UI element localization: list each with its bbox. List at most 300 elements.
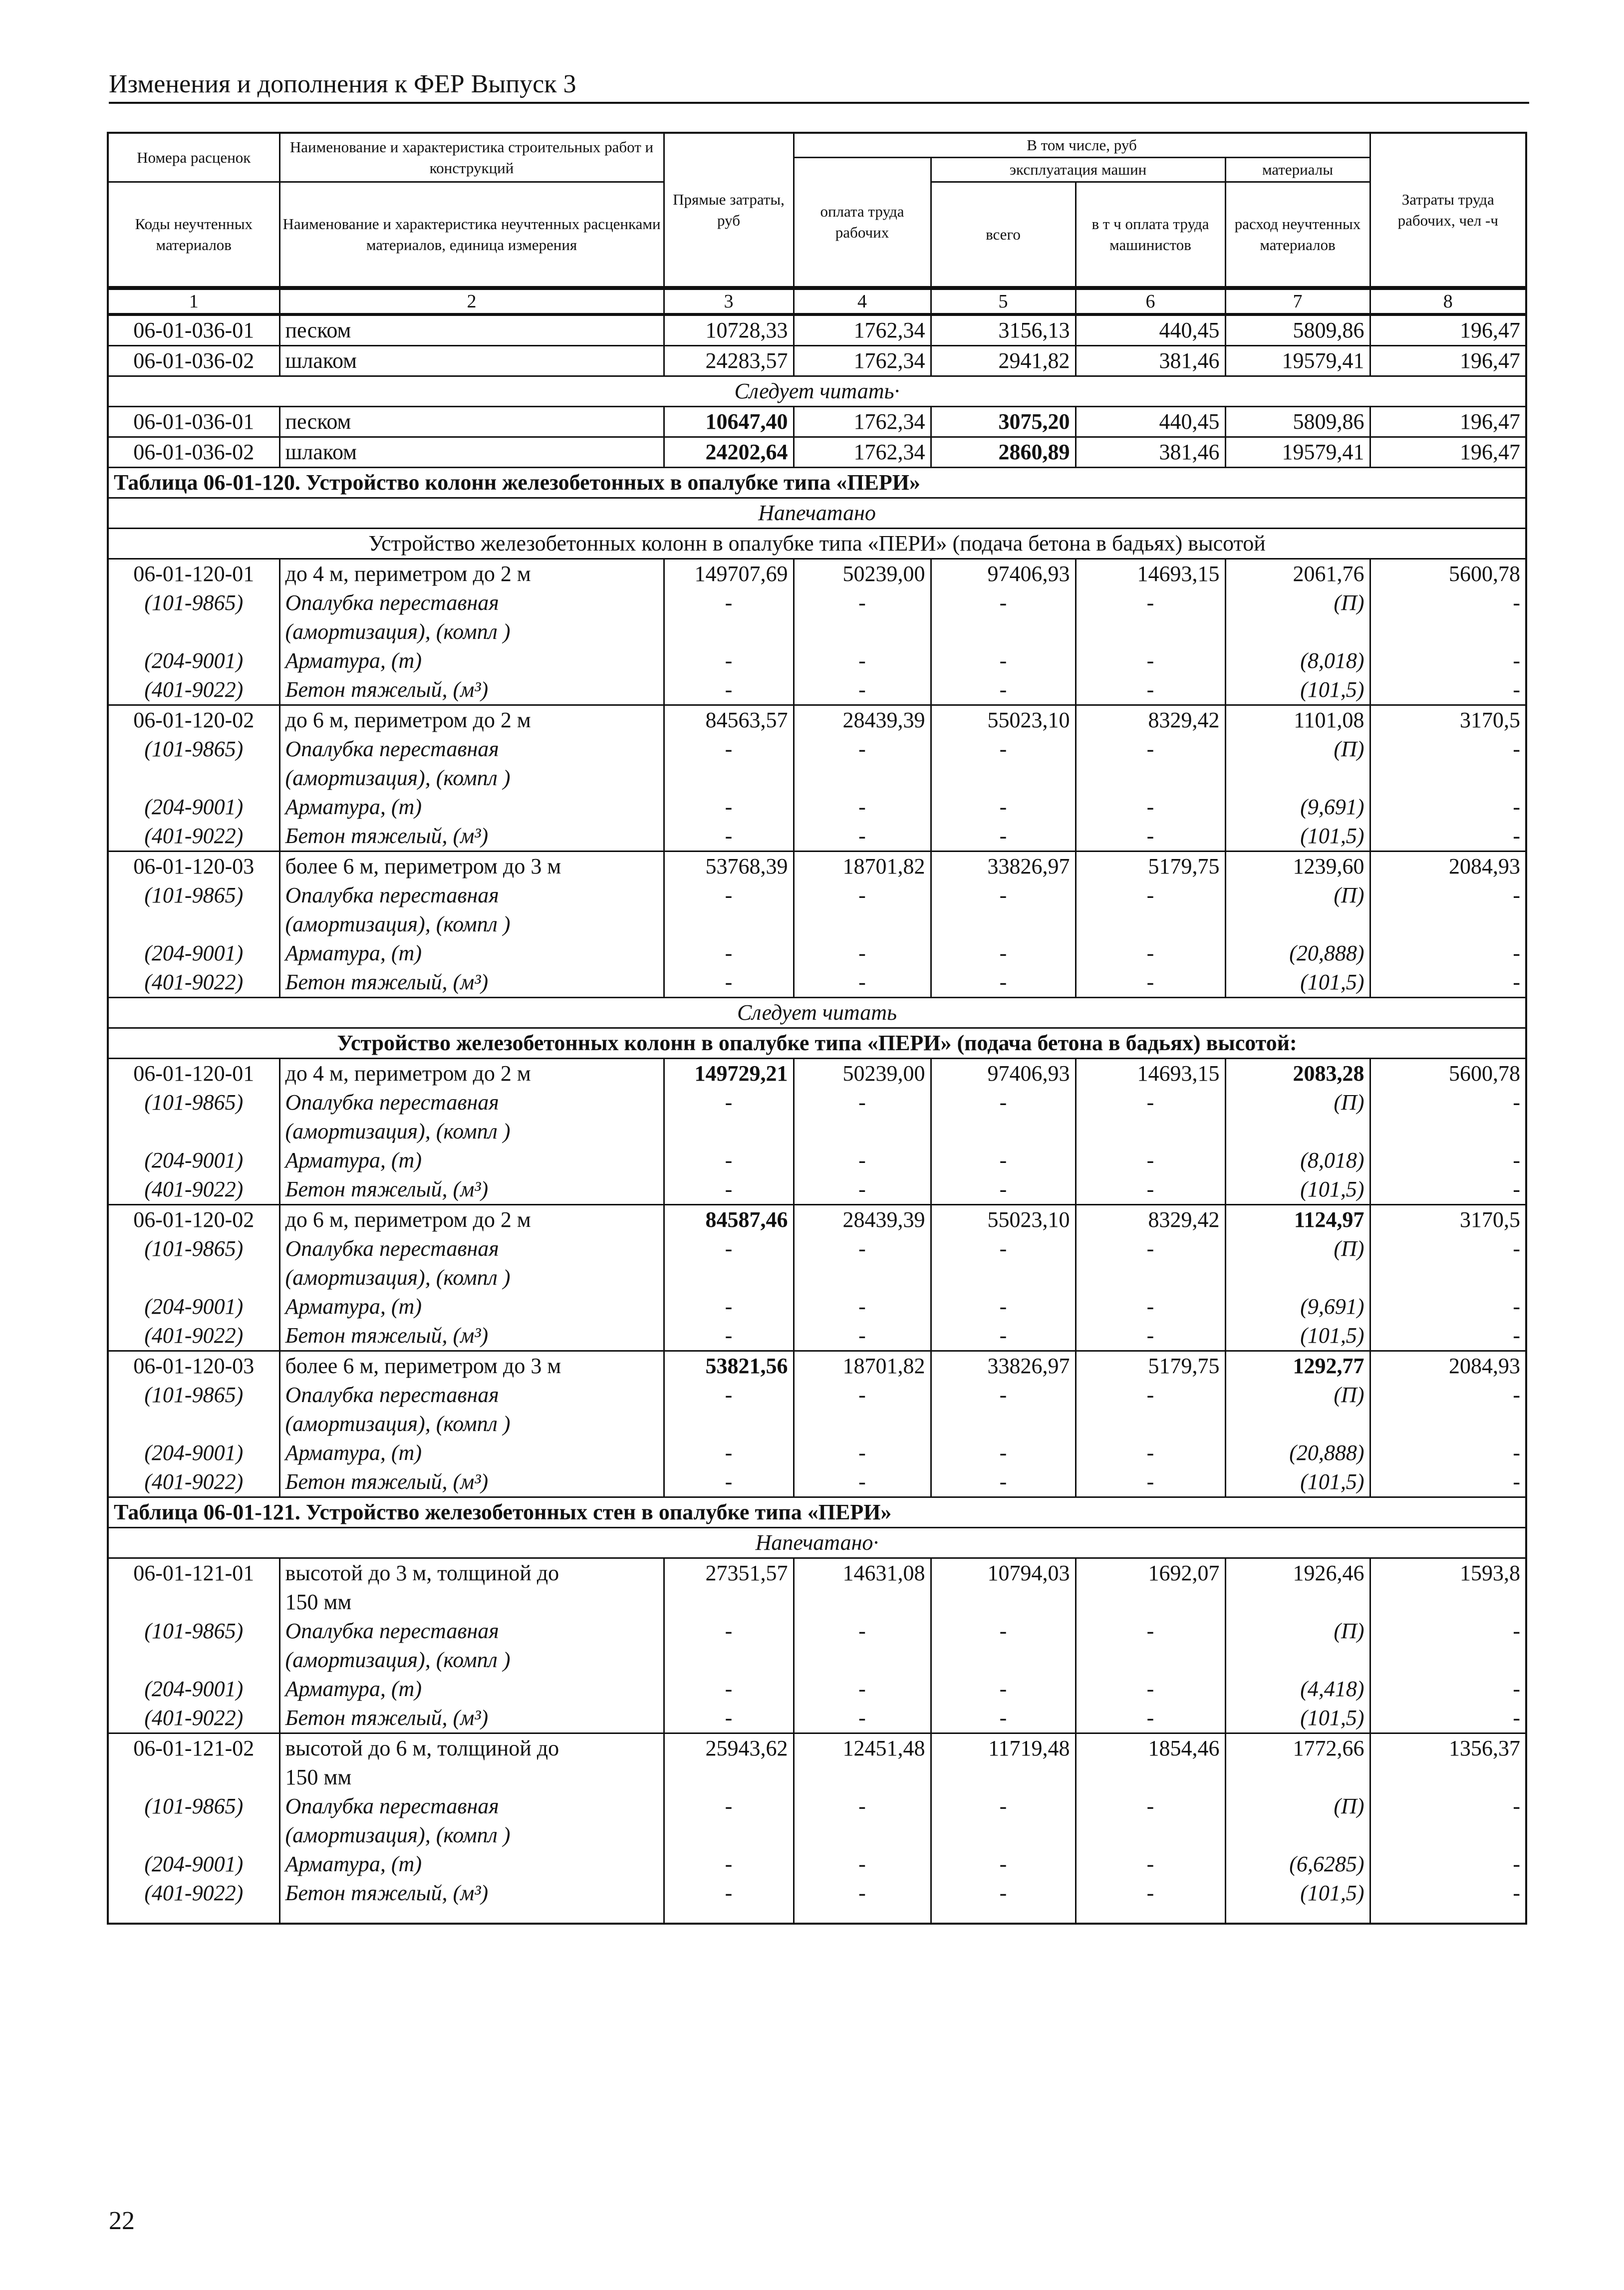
header-c2b: Наименование и характеристика неучтенных расценками материалов, единица измерения bbox=[279, 182, 664, 287]
empty-cell bbox=[794, 1263, 931, 1292]
dash-cell: - bbox=[1370, 646, 1525, 675]
work-name: 150 мм bbox=[279, 1588, 664, 1617]
work-name: 150 мм bbox=[279, 1763, 664, 1792]
material-code: (204-9001) bbox=[144, 1852, 244, 1876]
value-cell: 196,47 bbox=[1370, 315, 1525, 346]
material-value: (П) bbox=[1225, 1381, 1370, 1410]
material-row bbox=[109, 1175, 1525, 1205]
dash-cell: - bbox=[1076, 588, 1225, 617]
dash-cell: - bbox=[931, 1704, 1076, 1733]
material-name: Бетон тяжелый, (м³) bbox=[279, 822, 664, 852]
dash-cell: - bbox=[1370, 1467, 1525, 1497]
empty-cell bbox=[109, 1763, 279, 1792]
empty-cell bbox=[1076, 1410, 1225, 1438]
dash-cell: - bbox=[1370, 588, 1525, 617]
table-row bbox=[109, 1351, 1525, 1381]
material-value: (9,691) bbox=[1225, 793, 1370, 822]
dash-cell: - bbox=[1076, 1617, 1225, 1646]
empty-cell bbox=[1225, 1263, 1370, 1292]
value-cell: 84587,46 bbox=[664, 1205, 794, 1235]
empty-cell bbox=[794, 1117, 931, 1146]
dash-cell: - bbox=[931, 1438, 1076, 1467]
dash-cell: - bbox=[931, 1088, 1076, 1117]
table-title: Таблица 06-01-120. Устройство колонн железобетонных в опалубке типа «ПЕРИ» bbox=[109, 468, 1525, 498]
work-name: до 4 м, периметром до 2 м bbox=[279, 559, 664, 589]
dash-cell: - bbox=[664, 1234, 794, 1263]
material-name: Опалубка переставная bbox=[279, 881, 664, 910]
dash-cell: - bbox=[1370, 735, 1525, 764]
material-value: (101,5) bbox=[1225, 822, 1370, 852]
empty-cell bbox=[1370, 1588, 1525, 1617]
col-number: 1 bbox=[109, 289, 279, 314]
work-name: высотой до 3 м, толщиной до bbox=[279, 1558, 664, 1588]
dash-cell: - bbox=[794, 735, 931, 764]
dash-cell: - bbox=[1076, 1146, 1225, 1175]
material-value: (101,5) bbox=[1225, 1704, 1370, 1733]
dash-cell: - bbox=[1076, 1704, 1225, 1733]
table-row bbox=[109, 407, 1525, 437]
dash-cell: - bbox=[794, 822, 931, 852]
material-code: (204-9001) bbox=[144, 1148, 244, 1172]
empty-cell bbox=[1225, 1763, 1370, 1792]
rate-code: 06-01-121-02 bbox=[109, 1733, 279, 1763]
dash-cell: - bbox=[664, 968, 794, 998]
material-name: (амортизация), (компл ) bbox=[279, 1821, 664, 1850]
empty-cell bbox=[794, 1588, 931, 1617]
dash-cell: - bbox=[794, 1792, 931, 1821]
value-cell: 8329,42 bbox=[1076, 705, 1225, 735]
dash-cell: - bbox=[931, 1675, 1076, 1704]
empty-cell bbox=[664, 1588, 794, 1617]
header-c6: в т ч оплата труда машинистов bbox=[1076, 182, 1225, 287]
empty-cell bbox=[931, 1646, 1076, 1675]
section-label-row bbox=[109, 998, 1525, 1028]
material-row bbox=[109, 968, 1525, 998]
dash-cell: - bbox=[931, 1234, 1076, 1263]
dash-cell: - bbox=[931, 1792, 1076, 1821]
empty-cell bbox=[664, 1821, 794, 1850]
value-cell: 27351,57 bbox=[664, 1558, 794, 1588]
rate-code: 06-01-036-01 bbox=[109, 407, 279, 437]
value-cell: 11719,48 bbox=[931, 1733, 1076, 1763]
col-number: 4 bbox=[794, 289, 931, 314]
dash-cell: - bbox=[794, 1146, 931, 1175]
empty-cell bbox=[794, 764, 931, 793]
value-cell: 97406,93 bbox=[931, 559, 1076, 589]
material-code: (401-9022) bbox=[144, 1881, 244, 1905]
value-cell: 3170,5 bbox=[1370, 1205, 1525, 1235]
material-name: Бетон тяжелый, (м³) bbox=[279, 1704, 664, 1733]
value-cell: 5600,78 bbox=[1370, 1059, 1525, 1089]
dash-cell: - bbox=[931, 1617, 1076, 1646]
empty-cell bbox=[1370, 1410, 1525, 1438]
material-name: Бетон тяжелый, (м³) bbox=[279, 1879, 664, 1908]
subheading-row bbox=[109, 1028, 1525, 1059]
table-row bbox=[109, 705, 1525, 735]
dash-cell: - bbox=[1370, 1879, 1525, 1908]
rate-code: 06-01-036-01 bbox=[109, 315, 279, 346]
dash-cell: - bbox=[1076, 1175, 1225, 1205]
dash-cell: - bbox=[931, 1292, 1076, 1321]
section-label: Напечатано bbox=[109, 498, 1525, 529]
subheading: Устройство железобетонных колонн в опалубке типа «ПЕРИ» (подача бетона в бадьях) высотой bbox=[109, 529, 1525, 559]
empty-cell bbox=[664, 1646, 794, 1675]
material-name: Арматура, (т) bbox=[279, 793, 664, 822]
dash-cell: - bbox=[1370, 1381, 1525, 1410]
empty-cell bbox=[931, 1410, 1076, 1438]
material-code: (101-9865) bbox=[144, 590, 244, 615]
value-cell: 1593,8 bbox=[1370, 1558, 1525, 1588]
value-cell: 19579,41 bbox=[1225, 346, 1370, 376]
material-value: (П) bbox=[1225, 1792, 1370, 1821]
material-row bbox=[109, 1088, 1525, 1117]
empty-cell bbox=[1225, 1410, 1370, 1438]
material-row bbox=[109, 646, 1525, 675]
material-row bbox=[109, 1321, 1525, 1351]
value-cell: 2084,93 bbox=[1370, 1351, 1525, 1381]
dash-cell: - bbox=[931, 675, 1076, 705]
value-cell: 14693,15 bbox=[1076, 559, 1225, 589]
value-cell: 33826,97 bbox=[931, 1351, 1076, 1381]
rate-code: 06-01-120-01 bbox=[109, 559, 279, 589]
dash-cell: - bbox=[664, 1381, 794, 1410]
material-name: Бетон тяжелый, (м³) bbox=[279, 1175, 664, 1205]
value-cell: 3156,13 bbox=[931, 315, 1076, 346]
dash-cell: - bbox=[931, 1381, 1076, 1410]
dash-cell: - bbox=[1370, 822, 1525, 852]
col-number: 6 bbox=[1076, 289, 1225, 314]
header-machines: эксплуатация машин bbox=[931, 158, 1225, 182]
value-cell: 53768,39 bbox=[664, 852, 794, 881]
dash-cell: - bbox=[794, 1850, 931, 1879]
dash-cell: - bbox=[664, 881, 794, 910]
dash-cell: - bbox=[664, 822, 794, 852]
material-code: (101-9865) bbox=[144, 737, 244, 761]
col-number: 8 bbox=[1370, 289, 1525, 314]
subheading-row bbox=[109, 529, 1525, 559]
value-cell: 2860,89 bbox=[931, 437, 1076, 468]
material-value: (101,5) bbox=[1225, 1879, 1370, 1908]
value-cell: 33826,97 bbox=[931, 852, 1076, 881]
material-code: (204-9001) bbox=[144, 1440, 244, 1465]
material-value: (П) bbox=[1225, 881, 1370, 910]
material-value: (8,018) bbox=[1225, 1146, 1370, 1175]
material-name: (амортизация), (компл ) bbox=[279, 910, 664, 939]
value-cell: 1762,34 bbox=[794, 315, 931, 346]
value-cell: 5179,75 bbox=[1076, 852, 1225, 881]
value-cell: 1292,77 bbox=[1225, 1351, 1370, 1381]
header-c1b: Коды неучтенных материалов bbox=[109, 182, 279, 287]
value-cell: 18701,82 bbox=[794, 852, 931, 881]
dash-cell: - bbox=[794, 646, 931, 675]
material-name: Арматура, (т) bbox=[279, 1675, 664, 1704]
material-name: (амортизация), (компл ) bbox=[279, 617, 664, 646]
table-row bbox=[109, 346, 1525, 376]
empty-cell bbox=[109, 1908, 279, 1923]
dash-cell: - bbox=[931, 1321, 1076, 1351]
rate-code: 06-01-120-03 bbox=[109, 1351, 279, 1381]
dash-cell: - bbox=[1076, 646, 1225, 675]
rate-code: 06-01-120-01 bbox=[109, 1059, 279, 1089]
material-name: Опалубка переставная bbox=[279, 1088, 664, 1117]
empty-cell bbox=[931, 617, 1076, 646]
section-label: Следует читать· bbox=[109, 376, 1525, 407]
empty-cell bbox=[1076, 1908, 1225, 1923]
dash-cell: - bbox=[1370, 1675, 1525, 1704]
material-name: Арматура, (т) bbox=[279, 1292, 664, 1321]
dash-cell: - bbox=[931, 1467, 1076, 1497]
value-cell: 1356,37 bbox=[1370, 1733, 1525, 1763]
material-name: (амортизация), (компл ) bbox=[279, 1410, 664, 1438]
empty-cell bbox=[664, 1763, 794, 1792]
material-row bbox=[109, 735, 1525, 764]
empty-cell bbox=[109, 1117, 279, 1146]
dash-cell: - bbox=[664, 1617, 794, 1646]
dash-cell: - bbox=[794, 1292, 931, 1321]
header-c5: всего bbox=[931, 182, 1076, 287]
empty-cell bbox=[664, 910, 794, 939]
dash-cell: - bbox=[931, 588, 1076, 617]
dash-cell: - bbox=[1076, 1438, 1225, 1467]
dash-cell: - bbox=[664, 1321, 794, 1351]
rate-code: 06-01-121-01 bbox=[109, 1558, 279, 1588]
col-number: 7 bbox=[1225, 289, 1370, 314]
material-name: Опалубка переставная bbox=[279, 1792, 664, 1821]
dash-cell: - bbox=[1370, 1321, 1525, 1351]
material-row bbox=[109, 1381, 1525, 1410]
empty-cell bbox=[794, 617, 931, 646]
header-materials: материалы bbox=[1225, 158, 1370, 182]
dash-cell: - bbox=[664, 1438, 794, 1467]
value-cell: 14631,08 bbox=[794, 1558, 931, 1588]
value-cell: 1772,66 bbox=[1225, 1733, 1370, 1763]
dash-cell: - bbox=[1076, 881, 1225, 910]
material-name: Бетон тяжелый, (м³) bbox=[279, 675, 664, 705]
dash-cell: - bbox=[1076, 1088, 1225, 1117]
material-code: (204-9001) bbox=[144, 941, 244, 965]
dash-cell: - bbox=[1370, 881, 1525, 910]
table-row bbox=[109, 1059, 1525, 1089]
table-title: Таблица 06-01-121. Устройство железобетонных стен в опалубке типа «ПЕРИ» bbox=[109, 1497, 1525, 1528]
material-name: Опалубка переставная bbox=[279, 588, 664, 617]
material-row bbox=[109, 1410, 1525, 1438]
material-row bbox=[109, 1234, 1525, 1263]
empty-cell bbox=[794, 1908, 931, 1923]
empty-cell bbox=[109, 1588, 279, 1617]
table-row bbox=[109, 1558, 1525, 1588]
empty-cell bbox=[664, 617, 794, 646]
empty-cell bbox=[794, 1410, 931, 1438]
dash-cell: - bbox=[794, 1321, 931, 1351]
dash-cell: - bbox=[664, 646, 794, 675]
material-name: Опалубка переставная bbox=[279, 1234, 664, 1263]
dash-cell: - bbox=[794, 1381, 931, 1410]
section-label: Напечатано· bbox=[109, 1528, 1525, 1558]
work-name: высотой до 6 м, толщиной до bbox=[279, 1733, 664, 1763]
header-c1a: Номера расценок bbox=[109, 134, 279, 182]
value-cell: 10794,03 bbox=[931, 1558, 1076, 1588]
dash-cell: - bbox=[931, 735, 1076, 764]
dash-cell: - bbox=[1076, 1467, 1225, 1497]
material-row bbox=[109, 1792, 1525, 1821]
material-row bbox=[109, 1879, 1525, 1908]
dash-cell: - bbox=[664, 1146, 794, 1175]
value-cell: 1762,34 bbox=[794, 346, 931, 376]
value-cell: 1854,46 bbox=[1076, 1733, 1225, 1763]
dash-cell: - bbox=[931, 1850, 1076, 1879]
table-row-cont bbox=[109, 1763, 1525, 1792]
dash-cell: - bbox=[931, 1175, 1076, 1205]
empty-cell bbox=[931, 1908, 1076, 1923]
dash-cell: - bbox=[664, 675, 794, 705]
dash-cell: - bbox=[794, 1879, 931, 1908]
dash-cell: - bbox=[1076, 1321, 1225, 1351]
material-code: (204-9001) bbox=[144, 795, 244, 819]
value-cell: 14693,15 bbox=[1076, 1059, 1225, 1089]
empty-cell bbox=[794, 910, 931, 939]
dash-cell: - bbox=[794, 968, 931, 998]
material-row bbox=[109, 793, 1525, 822]
value-cell: 1239,60 bbox=[1225, 852, 1370, 881]
empty-cell bbox=[931, 1763, 1076, 1792]
dash-cell: - bbox=[1076, 939, 1225, 968]
material-row bbox=[109, 617, 1525, 646]
material-code: (401-9022) bbox=[144, 1323, 244, 1348]
material-row bbox=[109, 1646, 1525, 1675]
dash-cell: - bbox=[794, 1675, 931, 1704]
material-name: (амортизация), (компл ) bbox=[279, 1646, 664, 1675]
dash-cell: - bbox=[1076, 735, 1225, 764]
empty-cell bbox=[1076, 910, 1225, 939]
empty-cell bbox=[109, 617, 279, 646]
empty-cell bbox=[1370, 910, 1525, 939]
rate-code: 06-01-120-02 bbox=[109, 1205, 279, 1235]
dash-cell: - bbox=[1370, 1175, 1525, 1205]
dash-cell: - bbox=[931, 793, 1076, 822]
dash-cell: - bbox=[1370, 1146, 1525, 1175]
empty-cell bbox=[664, 1908, 794, 1923]
value-cell: 12451,48 bbox=[794, 1733, 931, 1763]
empty-cell bbox=[1225, 1908, 1370, 1923]
section-label: Следует читать bbox=[109, 998, 1525, 1028]
material-code: (401-9022) bbox=[144, 677, 244, 702]
value-cell: 2941,82 bbox=[931, 346, 1076, 376]
dash-cell: - bbox=[931, 1146, 1076, 1175]
value-cell: 55023,10 bbox=[931, 1205, 1076, 1235]
empty-cell bbox=[1076, 1117, 1225, 1146]
value-cell: 440,45 bbox=[1076, 407, 1225, 437]
rate-code: 06-01-120-02 bbox=[109, 705, 279, 735]
material-row bbox=[109, 881, 1525, 910]
value-cell: 18701,82 bbox=[794, 1351, 931, 1381]
material-value: (8,018) bbox=[1225, 646, 1370, 675]
page-number: 22 bbox=[109, 2207, 135, 2235]
material-value: (П) bbox=[1225, 1088, 1370, 1117]
material-value: (9,691) bbox=[1225, 1292, 1370, 1321]
value-cell: 381,46 bbox=[1076, 346, 1225, 376]
value-cell: 84563,57 bbox=[664, 705, 794, 735]
empty-cell bbox=[279, 1908, 664, 1923]
material-name: (амортизация), (компл ) bbox=[279, 1117, 664, 1146]
table-row bbox=[109, 852, 1525, 881]
material-row bbox=[109, 764, 1525, 793]
material-name: Бетон тяжелый, (м³) bbox=[279, 968, 664, 998]
rate-code: 06-01-036-02 bbox=[109, 437, 279, 468]
header-c8: Затраты труда рабочих, чел -ч bbox=[1370, 134, 1525, 287]
section-label-row bbox=[109, 1528, 1525, 1558]
col-number: 3 bbox=[664, 289, 794, 314]
dash-cell: - bbox=[664, 1704, 794, 1733]
value-cell: 5600,78 bbox=[1370, 559, 1525, 589]
empty-cell bbox=[664, 1117, 794, 1146]
value-cell: 2061,76 bbox=[1225, 559, 1370, 589]
value-cell: 196,47 bbox=[1370, 407, 1525, 437]
value-cell: 5809,86 bbox=[1225, 407, 1370, 437]
dash-cell: - bbox=[1370, 1088, 1525, 1117]
dash-cell: - bbox=[1076, 675, 1225, 705]
value-cell: 5809,86 bbox=[1225, 315, 1370, 346]
value-cell: 3170,5 bbox=[1370, 705, 1525, 735]
value-cell: 2083,28 bbox=[1225, 1059, 1370, 1089]
header-c3: Прямые затраты, руб bbox=[664, 134, 794, 287]
material-name: Арматура, (т) bbox=[279, 939, 664, 968]
material-code: (401-9022) bbox=[144, 1177, 244, 1201]
material-value: (101,5) bbox=[1225, 675, 1370, 705]
work-name: песком bbox=[279, 315, 664, 346]
material-code: (101-9865) bbox=[144, 1236, 244, 1261]
dash-cell: - bbox=[1370, 1850, 1525, 1879]
material-code: (401-9022) bbox=[144, 970, 244, 994]
work-name: шлаком bbox=[279, 346, 664, 376]
material-value: (П) bbox=[1225, 1234, 1370, 1263]
dash-cell: - bbox=[794, 675, 931, 705]
col-number: 2 bbox=[279, 289, 664, 314]
empty-cell bbox=[931, 910, 1076, 939]
empty-cell bbox=[1370, 617, 1525, 646]
value-cell: 1762,34 bbox=[794, 437, 931, 468]
empty-cell bbox=[931, 1117, 1076, 1146]
material-value: (101,5) bbox=[1225, 1321, 1370, 1351]
rate-code: 06-01-036-02 bbox=[109, 346, 279, 376]
table-title-row bbox=[109, 1497, 1525, 1528]
material-value: (6,6285) bbox=[1225, 1850, 1370, 1879]
dash-cell: - bbox=[664, 588, 794, 617]
dash-cell: - bbox=[664, 1467, 794, 1497]
material-value: (П) bbox=[1225, 588, 1370, 617]
material-row bbox=[109, 822, 1525, 852]
empty-cell bbox=[1370, 764, 1525, 793]
material-code: (101-9865) bbox=[144, 1794, 244, 1818]
material-value: (101,5) bbox=[1225, 968, 1370, 998]
value-cell: 10728,33 bbox=[664, 315, 794, 346]
dash-cell: - bbox=[664, 1292, 794, 1321]
value-cell: 3075,20 bbox=[931, 407, 1076, 437]
dash-cell: - bbox=[1370, 939, 1525, 968]
material-row bbox=[109, 1292, 1525, 1321]
dash-cell: - bbox=[1076, 1850, 1225, 1879]
dash-cell: - bbox=[1370, 1292, 1525, 1321]
dash-cell: - bbox=[794, 1438, 931, 1467]
section-label-row bbox=[109, 376, 1525, 407]
dash-cell: - bbox=[664, 1792, 794, 1821]
material-name: Арматура, (т) bbox=[279, 1146, 664, 1175]
spacer-row bbox=[109, 1908, 1525, 1923]
material-name: (амортизация), (компл ) bbox=[279, 1263, 664, 1292]
dash-cell: - bbox=[931, 822, 1076, 852]
empty-cell bbox=[1076, 764, 1225, 793]
value-cell: 53821,56 bbox=[664, 1351, 794, 1381]
rate-code: 06-01-120-03 bbox=[109, 852, 279, 881]
